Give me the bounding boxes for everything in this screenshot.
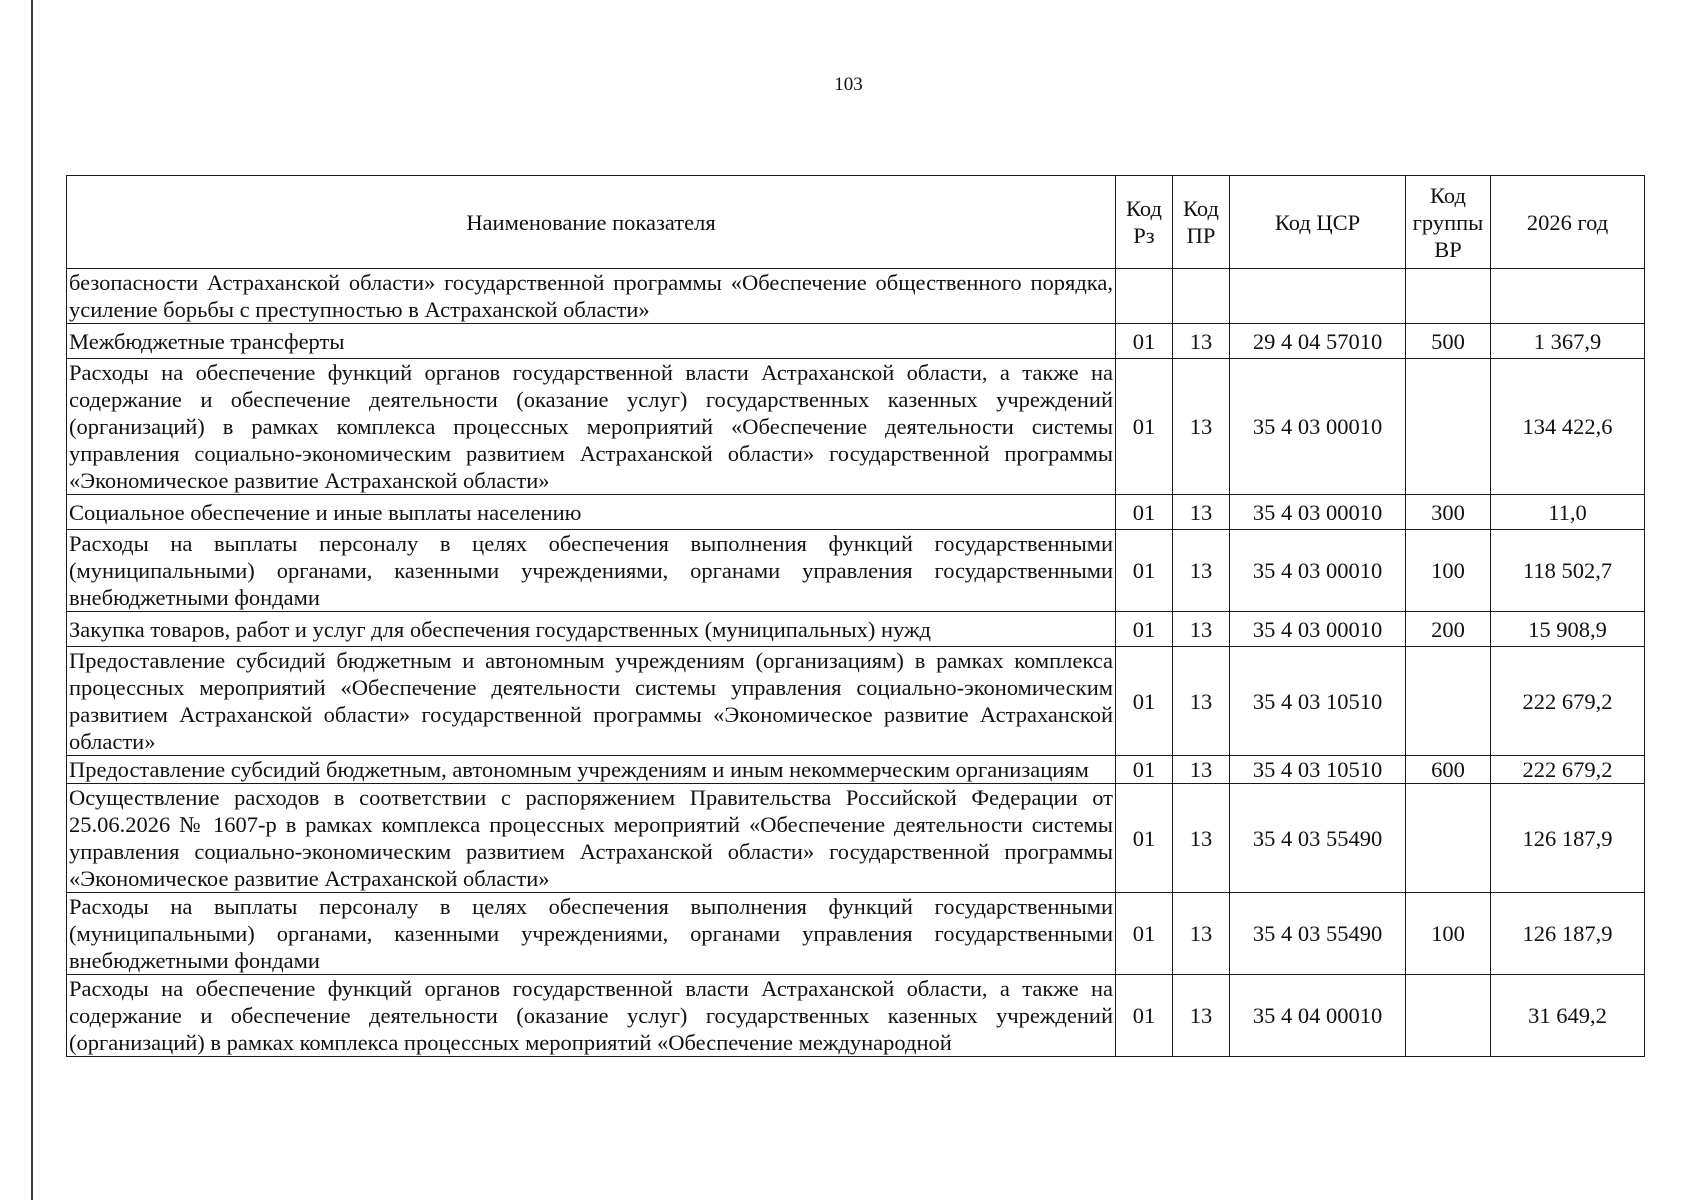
row-rz-cell: 01 (1116, 647, 1173, 756)
row-csr-cell: 35 4 03 55490 (1230, 784, 1406, 893)
row-name-cell: Межбюджетные трансферты (67, 324, 1116, 359)
scan-edge-line (31, 0, 33, 1200)
row-pr-cell: 13 (1173, 975, 1230, 1057)
row-name-cell: Расходы на обеспечение функций органов государственной власти Астраханской области, а также на содержание и обеспечение деятельности (оказание услуг) государственных казенных учреждений (организаций) в рамках комплекса процессных мероприятий «Обеспечение международной (67, 975, 1116, 1057)
row-rz-cell: 01 (1116, 756, 1173, 784)
row-vr-cell (1406, 784, 1491, 893)
row-name-cell: Расходы на выплаты персоналу в целях обеспечения выполнения функций государственными (муниципальными) органами, казенными учреждениями, органами управления государственными внебюджетными фондами (67, 893, 1116, 975)
row-csr-cell (1230, 269, 1406, 324)
row-name-cell: Расходы на выплаты персоналу в целях обеспечения выполнения функций государственными (муниципальными) органами, казенными учреждениями, органами управления государственными внебюджетными фондами (67, 530, 1116, 612)
row-vr-cell (1406, 269, 1491, 324)
row-rz-cell (1116, 269, 1173, 324)
table-row (67, 530, 1645, 612)
row-vr-cell: 300 (1406, 495, 1491, 530)
table-row (67, 784, 1645, 893)
table-row (67, 647, 1645, 756)
row-csr-cell: 35 4 04 00010 (1230, 975, 1406, 1057)
row-pr-cell: 13 (1173, 359, 1230, 495)
row-name-cell: безопасности Астраханской области» государственной программы «Обеспечение общественного порядка, усиление борьбы с преступностью в Астраханской области» (67, 269, 1116, 324)
table-row (67, 495, 1645, 530)
row-vr-cell: 100 (1406, 893, 1491, 975)
table-row (67, 359, 1645, 495)
row-year-cell: 222 679,2 (1491, 647, 1645, 756)
row-year-cell: 11,0 (1491, 495, 1645, 530)
row-csr-cell: 35 4 03 55490 (1230, 893, 1406, 975)
row-vr-cell: 500 (1406, 324, 1491, 359)
row-pr-cell: 13 (1173, 324, 1230, 359)
row-year-cell (1491, 269, 1645, 324)
row-vr-cell (1406, 359, 1491, 495)
row-vr-cell: 100 (1406, 530, 1491, 612)
table-row (67, 893, 1645, 975)
row-csr-cell: 29 4 04 57010 (1230, 324, 1406, 359)
row-vr-cell: 200 (1406, 612, 1491, 647)
row-year-cell: 1 367,9 (1491, 324, 1645, 359)
row-rz-cell: 01 (1116, 893, 1173, 975)
row-rz-cell: 01 (1116, 784, 1173, 893)
row-name-cell: Закупка товаров, работ и услуг для обеспечения государственных (муниципальных) нужд (67, 612, 1116, 647)
header-year: 2026 год (1491, 176, 1645, 269)
header-name: Наименование показателя (67, 176, 1116, 269)
table-row (67, 975, 1645, 1057)
row-pr-cell: 13 (1173, 756, 1230, 784)
row-rz-cell: 01 (1116, 612, 1173, 647)
row-rz-cell: 01 (1116, 530, 1173, 612)
header-pr: Код ПР (1173, 176, 1230, 269)
row-csr-cell: 35 4 03 00010 (1230, 495, 1406, 530)
row-csr-cell: 35 4 03 10510 (1230, 756, 1406, 784)
row-year-cell: 126 187,9 (1491, 784, 1645, 893)
table-row (67, 269, 1645, 324)
row-year-cell: 134 422,6 (1491, 359, 1645, 495)
row-vr-cell (1406, 647, 1491, 756)
row-rz-cell: 01 (1116, 495, 1173, 530)
row-pr-cell: 13 (1173, 784, 1230, 893)
table-row (67, 324, 1645, 359)
table-row (67, 612, 1645, 647)
table-body (67, 269, 1645, 1057)
row-pr-cell: 13 (1173, 612, 1230, 647)
row-name-cell: Предоставление субсидий бюджетным, автономным учреждениям и иным некоммерческим организациям (67, 756, 1116, 784)
row-year-cell: 118 502,7 (1491, 530, 1645, 612)
row-pr-cell: 13 (1173, 495, 1230, 530)
row-vr-cell (1406, 975, 1491, 1057)
row-rz-cell: 01 (1116, 324, 1173, 359)
row-pr-cell: 13 (1173, 530, 1230, 612)
row-vr-cell: 600 (1406, 756, 1491, 784)
row-pr-cell: 13 (1173, 647, 1230, 756)
row-rz-cell: 01 (1116, 975, 1173, 1057)
header-row (67, 176, 1645, 269)
header-rz: Код Рз (1116, 176, 1173, 269)
row-year-cell: 15 908,9 (1491, 612, 1645, 647)
table-header (67, 176, 1645, 269)
page-number: 103 (834, 74, 863, 95)
row-rz-cell: 01 (1116, 359, 1173, 495)
budget-table (66, 175, 1645, 1057)
row-csr-cell: 35 4 03 00010 (1230, 359, 1406, 495)
row-name-cell: Социальное обеспечение и иные выплаты населению (67, 495, 1116, 530)
table-row (67, 756, 1645, 784)
row-year-cell: 126 187,9 (1491, 893, 1645, 975)
row-year-cell: 31 649,2 (1491, 975, 1645, 1057)
header-csr: Код ЦСР (1230, 176, 1406, 269)
row-csr-cell: 35 4 03 00010 (1230, 612, 1406, 647)
row-name-cell: Осуществление расходов в соответствии с распоряжением Правительства Российской Федерации от 25.06.2026 № 1607-р в рамках комплекса процессных мероприятий «Обеспечение деятельности системы управления социально-экономическим развитием Астраханской области» государственной программы «Экономическое развитие Астраханской области» (67, 784, 1116, 893)
row-pr-cell: 13 (1173, 893, 1230, 975)
row-pr-cell (1173, 269, 1230, 324)
row-name-cell: Предоставление субсидий бюджетным и автономным учреждениям (организациям) в рамках комплекса процессных мероприятий «Обеспечение деятельности системы управления социально-экономическим развитием Астраханской области» государственной программы «Экономическое развитие Астраханской области» (67, 647, 1116, 756)
header-vr: Код группы ВР (1406, 176, 1491, 269)
row-year-cell: 222 679,2 (1491, 756, 1645, 784)
row-csr-cell: 35 4 03 00010 (1230, 530, 1406, 612)
row-csr-cell: 35 4 03 10510 (1230, 647, 1406, 756)
row-name-cell: Расходы на обеспечение функций органов государственной власти Астраханской области, а также на содержание и обеспечение деятельности (оказание услуг) государственных казенных учреждений (организаций) в рамках комплекса процессных мероприятий «Обеспечение деятельности системы управления социально-экономическим развитием Астраханской области» государственной программы «Экономическое развитие Астраханской области» (67, 359, 1116, 495)
